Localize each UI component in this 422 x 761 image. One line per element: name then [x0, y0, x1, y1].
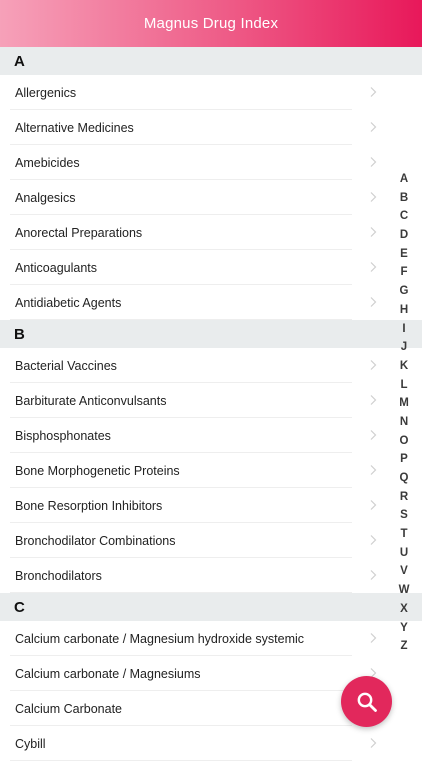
chevron-right-icon — [368, 394, 378, 406]
list-item[interactable] — [0, 558, 422, 593]
chevron-right-icon — [368, 191, 378, 203]
index-letter-d[interactable]: D — [399, 229, 409, 242]
chevron-right-icon — [368, 226, 378, 238]
index-letter-w[interactable]: W — [398, 584, 410, 597]
index-letter-y[interactable]: Y — [400, 621, 408, 634]
list-item[interactable] — [0, 110, 422, 145]
list-item-label: Calcium Carbonate — [15, 701, 122, 716]
index-letter-z[interactable]: Z — [400, 640, 408, 653]
chevron-right-icon — [368, 429, 378, 441]
chevron-right-icon — [368, 156, 378, 168]
index-letter-v[interactable]: V — [400, 565, 408, 578]
list-item[interactable] — [0, 145, 422, 180]
index-letter-q[interactable]: Q — [399, 472, 409, 484]
index-letter-u[interactable]: U — [399, 546, 409, 559]
list-item[interactable] — [0, 285, 422, 320]
index-letter-x[interactable]: X — [400, 602, 408, 615]
list-item[interactable] — [0, 418, 422, 453]
index-letter-h[interactable]: H — [399, 303, 409, 316]
section-header-b: B — [0, 320, 422, 348]
index-letter-n[interactable]: N — [399, 415, 409, 428]
list-item-label: Calcium carbonate / Magnesium hydroxide systemic — [15, 631, 305, 646]
index-letter-m[interactable]: M — [399, 397, 409, 410]
chevron-right-icon — [368, 464, 378, 476]
list-item[interactable] — [0, 488, 422, 523]
chevron-right-icon — [368, 86, 378, 98]
list-item[interactable] — [0, 75, 422, 110]
list-item-label: Bronchodilators — [15, 568, 102, 583]
index-letter-a[interactable]: A — [399, 173, 409, 185]
page-title: Magnus Drug Index — [143, 15, 279, 32]
list-item[interactable] — [0, 523, 422, 558]
search-button[interactable] — [341, 676, 392, 727]
list-item-label: Cybill — [15, 736, 46, 751]
chevron-right-icon — [368, 632, 378, 644]
chevron-right-icon — [368, 359, 378, 371]
list-item[interactable] — [0, 621, 422, 656]
index-letter-p[interactable]: P — [400, 453, 408, 466]
index-letter-e[interactable]: E — [400, 247, 408, 260]
index-letter-g[interactable]: G — [399, 285, 409, 298]
index-letter-i[interactable]: I — [402, 322, 406, 335]
list-item-label: Anorectal Preparations — [15, 225, 143, 240]
section-header-c: C — [0, 593, 422, 621]
index-letter-b[interactable]: B — [399, 191, 409, 204]
chevron-right-icon — [368, 534, 378, 546]
list-item-label: Analgesics — [15, 190, 76, 205]
index-letter-s[interactable]: S — [400, 509, 408, 522]
index-letter-k[interactable]: K — [399, 359, 409, 372]
list-item-label: Bone Morphogenetic Proteins — [15, 463, 180, 478]
index-letter-f[interactable]: F — [400, 266, 408, 279]
app-header — [0, 0, 422, 47]
list-item-label: Calcium carbonate / Magnesiums — [15, 666, 201, 681]
chevron-right-icon — [368, 569, 378, 581]
list-item-label: Antidiabetic Agents — [15, 295, 122, 310]
section-header-a: A — [0, 47, 422, 75]
list-item-label: Alternative Medicines — [15, 120, 134, 135]
index-letter-l[interactable]: L — [400, 378, 408, 391]
list-item-label: Bronchodilator Combinations — [15, 533, 176, 548]
chevron-right-icon — [368, 261, 378, 273]
chevron-right-icon — [368, 121, 378, 133]
index-letter-j[interactable]: J — [400, 341, 408, 354]
list-item[interactable] — [0, 348, 422, 383]
list-item-label: Bacterial Vaccines — [15, 358, 117, 373]
index-letter-t[interactable]: T — [400, 528, 408, 541]
list-item-label: Anticoagulants — [15, 260, 98, 275]
list-item[interactable] — [0, 215, 422, 250]
list-item[interactable] — [0, 250, 422, 285]
list-item-label: Bone Resorption Inhibitors — [15, 498, 163, 513]
list-item-label: Barbiturate Anticonvulsants — [15, 393, 167, 408]
chevron-right-icon — [368, 737, 378, 749]
list-item[interactable] — [0, 383, 422, 418]
index-letter-r[interactable]: R — [399, 490, 409, 503]
search-icon — [356, 691, 378, 713]
list-item[interactable] — [0, 726, 422, 761]
index-letter-c[interactable]: C — [399, 210, 409, 223]
drug-class-list — [0, 47, 422, 761]
list-item[interactable] — [0, 180, 422, 215]
chevron-right-icon — [368, 296, 378, 308]
chevron-right-icon — [368, 499, 378, 511]
list-item-label: Amebicides — [15, 155, 80, 170]
alphabet-index[interactable] — [394, 170, 414, 656]
list-item-label: Bisphosphonates — [15, 428, 111, 443]
index-letter-o[interactable]: O — [399, 434, 409, 447]
list-item[interactable] — [0, 453, 422, 488]
list-item-label: Allergenics — [15, 85, 77, 100]
